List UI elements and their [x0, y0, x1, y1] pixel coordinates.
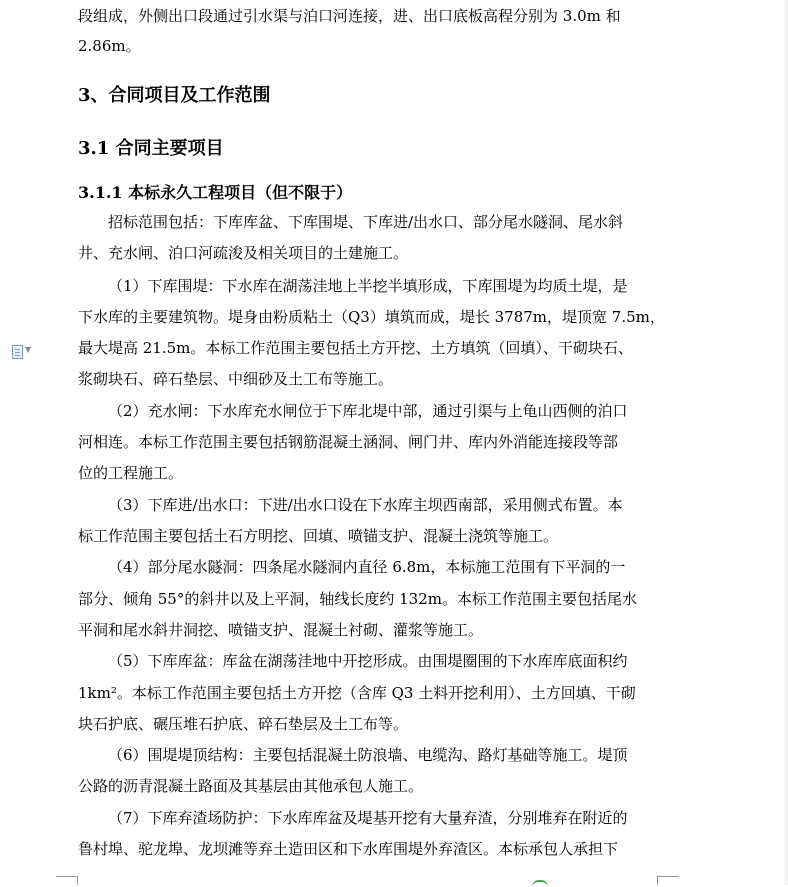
- paragraph-line: 公路的沥青混凝土路面及其基层由其他承包人施工。: [78, 777, 424, 795]
- text-line: 2.86m。: [78, 37, 141, 55]
- paragraph-line: （6）围堤堤顶结构：主要包括混凝土防浪墙、电缆沟、路灯基础等施工。堤顶: [108, 746, 628, 764]
- paragraph-line: 块石护底、碾压堆石护底、碎石垫层及土工布等。: [78, 715, 409, 733]
- paragraph-line: 平洞和尾水斜井洞挖、喷锚支护、混凝土衬砌、灌浆等施工。: [78, 621, 484, 639]
- paragraph-line: （1）下库围堤：下水库在湖荡洼地上半挖半填形成，下库围堤为均质土堤，是: [108, 277, 628, 295]
- paragraph-line: 浆砌块石、碎石垫层、中细砂及土工布等施工。: [78, 370, 394, 388]
- paragraph-line: （2）充水闸：下水库充水闸位于下库北堤中部，通过引渠与上龟山西侧的泊口: [108, 402, 628, 420]
- page-corner-mark: [657, 876, 658, 885]
- page-corner-mark: [56, 876, 78, 877]
- section-heading: 3、合同项目及工作范围: [78, 85, 271, 106]
- subsection-heading: 3.1 合同主要项目: [78, 138, 224, 159]
- paragraph-line: 招标范围包括：下库库盆、下库围堤、下库进/出水口、部分尾水隧洞、尾水斜: [108, 213, 624, 231]
- paragraph-line: （4）部分尾水隧洞：四条尾水隧洞内直径 6.8m，本标施工范围有下平洞的一: [108, 558, 626, 576]
- paragraph-line: 1km²。本标工作范围主要包括土方开挖（含库 Q3 土料开挖利用）、土方回填、干砌: [78, 684, 636, 702]
- page-corner-mark: [77, 876, 78, 885]
- paragraph-line: 下水库的主要建筑物。堤身由粉质粘土（Q3）填筑而成，堤长 3787m，堤顶宽 7.5m，: [78, 308, 665, 326]
- paragraph-line: （5）下库库盆：库盆在湖荡洼地中开挖形成。由围堤圈围的下水库库底面积约: [108, 652, 628, 670]
- spell-check-mark: [532, 880, 548, 887]
- paragraph-line: 河相连。本标工作范围主要包括钢筋混凝土涵洞、闸门井、库内外消能连接段等部: [78, 433, 619, 451]
- document-icon[interactable]: [12, 345, 34, 359]
- page-corner-mark: [657, 876, 679, 877]
- paragraph-line: 部分、倾角 55°的斜井以及上平洞，轴线长度约 132m。本标工作范围主要包括尾水: [78, 590, 637, 608]
- paragraph-line: 标工作范围主要包括土石方明挖、回填、喷锚支护、混凝土浇筑等施工。: [78, 527, 559, 545]
- subsubsection-heading: 3.1.1 本标永久工程项目（但不限于）: [78, 183, 353, 202]
- dropdown-arrow-icon: ▼: [25, 345, 32, 354]
- text-line: 段组成，外侧出口段通过引水渠与泊口河连接，进、出口底板高程分别为 3.0m 和: [78, 7, 621, 25]
- paragraph-line: 鲁村埠、驼龙埠、龙坝滩等弃土造田区和下水库围堤外弃渣区。本标承包人承担下: [78, 840, 619, 858]
- paragraph-line: 最大堤高 21.5m。本标工作范围主要包括土方开挖、土方填筑（回填）、干砌块石、: [78, 339, 633, 357]
- paragraph-line: （7）下库弃渣场防护：下水库库盆及堤基开挖有大量弃渣，分别堆弃在附近的: [108, 809, 628, 827]
- page-icon: [12, 345, 23, 359]
- paragraph-line: （3）下库进/出水口：下进/出水口设在下水库主坝西南部，采用侧式布置。本: [108, 496, 623, 514]
- paragraph-line: 位的工程施工。: [78, 464, 184, 482]
- paragraph-line: 井、充水闸、泊口河疏浚及相关项目的土建施工。: [78, 244, 409, 262]
